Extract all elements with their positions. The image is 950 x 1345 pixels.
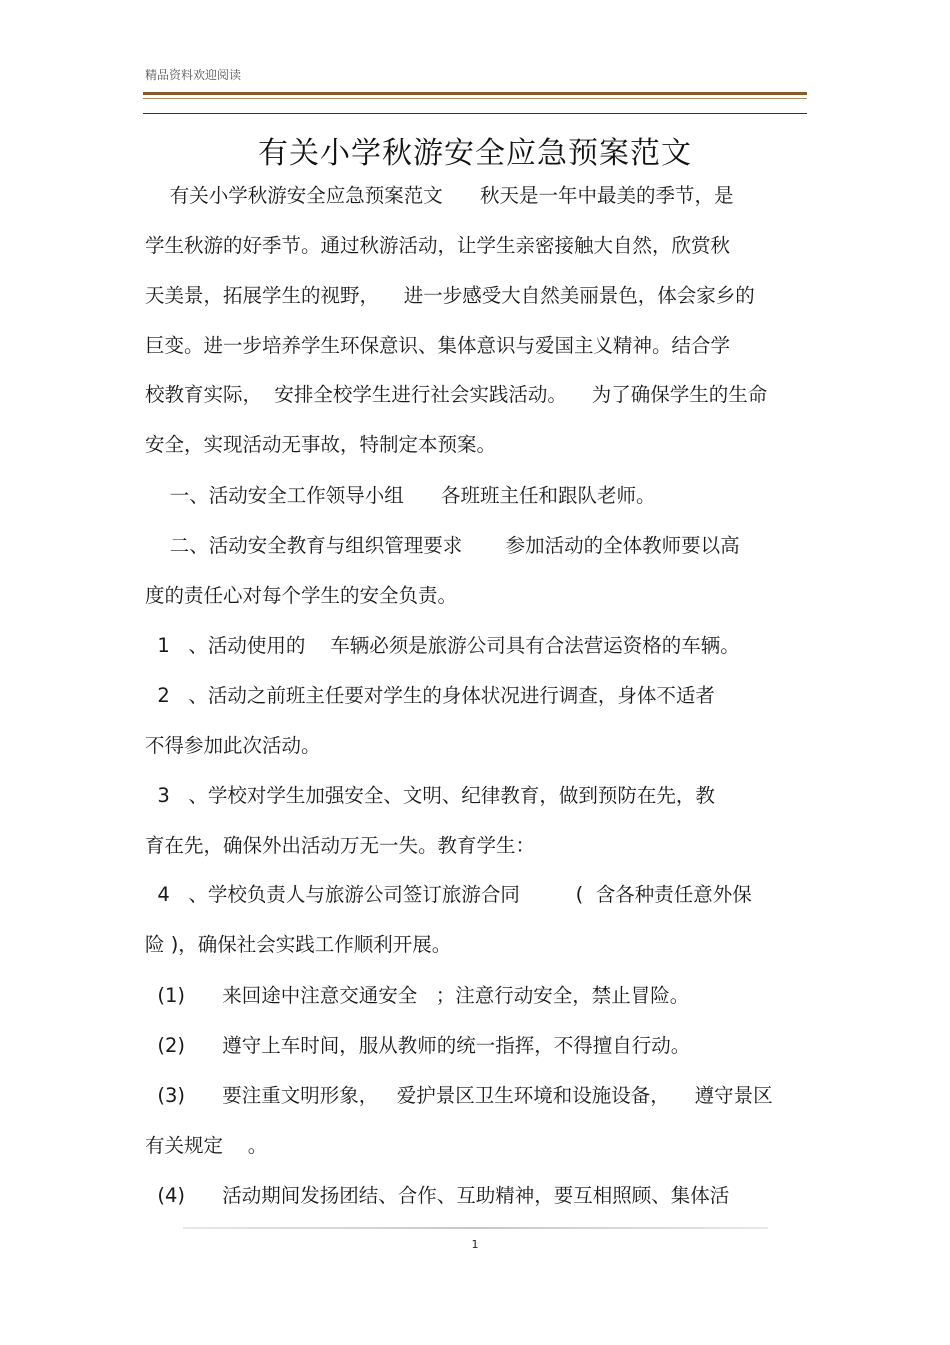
body-line: (4) 活动期间发扬团结、合作、互助精神，要互相照顾、集体活: [145, 1184, 730, 1207]
body-line: 有关规定 。: [145, 1134, 268, 1157]
header-text: 精品资料欢迎阅读: [145, 68, 242, 82]
header-rule-black: [143, 113, 807, 114]
body-line: (3) 要注重文明形象， 爱护景区卫生环境和设施设备， 遵守景区: [145, 1084, 773, 1107]
body-line: 二、活动安全教育与组织管理要求 参加活动的全体教师要以高: [145, 534, 740, 557]
body-line: 3 、学校对学生加强安全、文明、纪律教育，做到预防在先，教: [145, 784, 715, 807]
body-line: 巨变。进一步培养学生环保意识、集体意识与爱国主义精神。结合学: [145, 334, 731, 357]
body-line: 育在先，确保外出活动万无一失。教育学生：: [145, 834, 536, 857]
body-line: 不得参加此次活动。: [145, 734, 321, 757]
page-number: 1: [471, 1238, 479, 1251]
body-line: 险 )，确保社会实践工作顺利开展。: [145, 933, 452, 956]
body-line: 度的责任心对每个学生的安全负责。: [145, 584, 458, 607]
body-line: 安全，实现活动无事故，特制定本预案。: [145, 433, 497, 456]
body-line: 学生秋游的好季节。通过秋游活动，让学生亲密接触大自然，欣赏秋: [145, 234, 731, 257]
body-line: 有关小学秋游安全应急预案范文 秋天是一年中最美的季节，是: [145, 184, 734, 207]
body-line: 校教育实际， 安排全校学生进行社会实践活动。 为了确保学生的生命: [145, 383, 768, 406]
footer-rule: [183, 1227, 768, 1229]
header-rule-thin: [143, 98, 807, 99]
header-rule-thick: [143, 92, 807, 95]
body-line: 天美景，拓展学生的视野， 进一步感受大自然美丽景色，体会家乡的: [145, 284, 755, 307]
body-line: 一、活动安全工作领导小组 各班班主任和跟队老师。: [145, 484, 656, 507]
body-line: (1) 来回途中注意交通安全 ；注意行动安全，禁止冒险。: [145, 984, 690, 1007]
body-line: 2 、活动之前班主任要对学生的身体状况进行调查，身体不适者: [145, 684, 715, 707]
body-line: 1 、活动使用的 车辆必须是旅游公司具有合法营运资格的车辆。: [145, 634, 740, 657]
document-title: 有关小学秋游安全应急预案范文: [258, 136, 692, 171]
body-line: 4 、学校负责人与旅游公司签订旅游合同 ( 含各种责任意外保: [145, 883, 752, 906]
body-line: (2) 遵守上车时间，服从教师的统一指挥，不得擅自行动。: [145, 1034, 691, 1057]
